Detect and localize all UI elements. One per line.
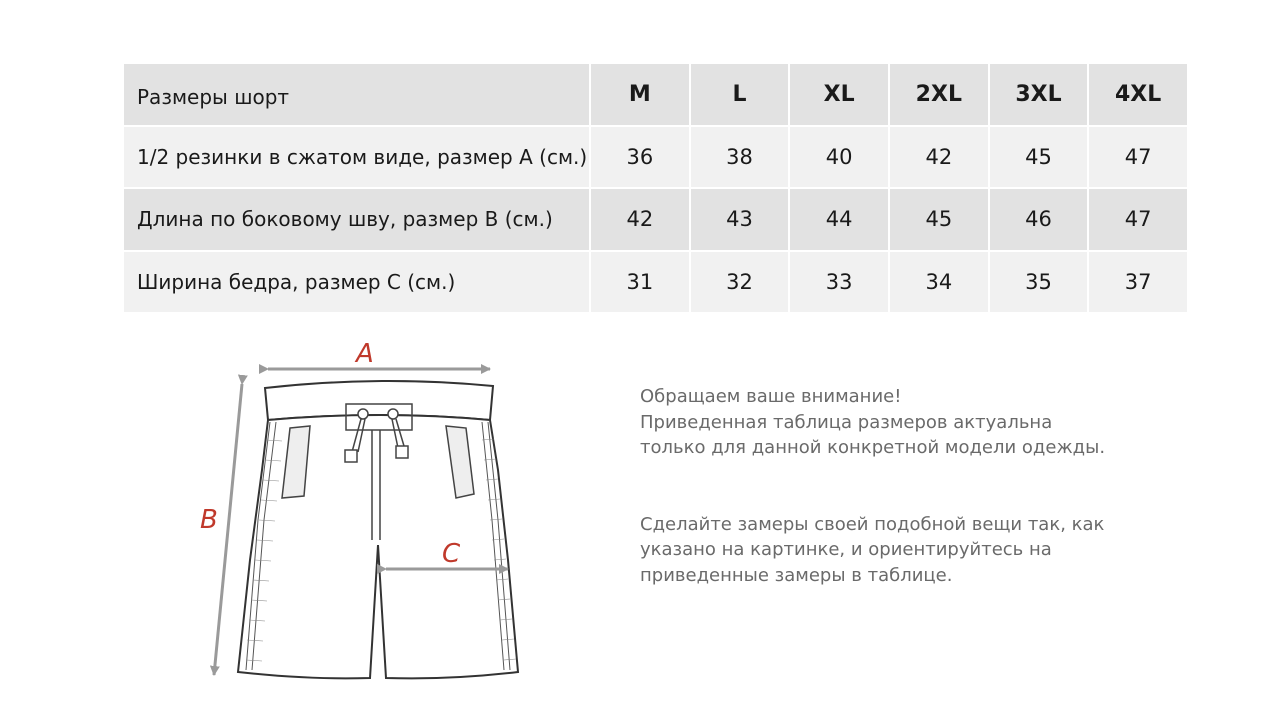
table-cell: 45 bbox=[890, 189, 988, 250]
size-2xl: 2XL bbox=[890, 64, 988, 125]
row-label: Длина по боковому шву, размер В (см.) bbox=[124, 189, 589, 250]
table-cell: 45 bbox=[990, 127, 1088, 188]
table-cell: 35 bbox=[990, 252, 1088, 313]
row-label: Ширина бедра, размер С (см.) bbox=[124, 252, 589, 313]
measure-instruction-note bbox=[640, 512, 1200, 589]
table-cell: 46 bbox=[990, 189, 1088, 250]
table-cell: 44 bbox=[790, 189, 888, 250]
size-m: M bbox=[591, 64, 689, 125]
note-line: указано на картинке, и ориентируйтесь на bbox=[640, 539, 1052, 560]
size-xl: XL bbox=[790, 64, 888, 125]
size-table bbox=[124, 64, 1187, 312]
table-cell: 33 bbox=[790, 252, 888, 313]
table-cell: 34 bbox=[890, 252, 988, 313]
note-line: приведенные замеры в таблице. bbox=[640, 564, 953, 586]
size-3xl: 3XL bbox=[990, 64, 1088, 125]
size-l: L bbox=[691, 64, 789, 125]
table-cell: 40 bbox=[790, 127, 888, 188]
table-cell: 36 bbox=[591, 127, 689, 188]
table-cell: 43 bbox=[691, 189, 789, 250]
size-4xl: 4XL bbox=[1089, 64, 1187, 125]
size-notes bbox=[640, 384, 1200, 588]
label-b: B bbox=[200, 505, 218, 535]
note-line: Обращаем ваше внимание! bbox=[640, 386, 902, 407]
table-cell: 38 bbox=[691, 127, 789, 188]
arrow-b bbox=[214, 384, 242, 675]
attention-note bbox=[640, 384, 1200, 461]
note-line: Сделайте замеры своей подобной вещи так, как bbox=[640, 513, 1105, 535]
header-label: Размеры шорт bbox=[124, 64, 589, 125]
label-c: C bbox=[442, 539, 461, 569]
shorts-outline bbox=[238, 381, 518, 678]
shorts-measurement-diagram bbox=[180, 330, 560, 710]
table-cell: 32 bbox=[691, 252, 789, 313]
row-label: 1/2 резинки в сжатом виде, размер А (см.) bbox=[124, 127, 589, 188]
table-cell: 31 bbox=[591, 252, 689, 313]
note-line: только для данной конкретной модели одежды. bbox=[640, 437, 1106, 458]
table-cell: 42 bbox=[890, 127, 988, 188]
table-cell: 37 bbox=[1089, 252, 1187, 313]
note-line: Приведенная таблица размеров актуальна bbox=[640, 411, 1053, 433]
table-cell: 47 bbox=[1089, 189, 1187, 250]
table-cell: 47 bbox=[1089, 127, 1187, 188]
table-cell: 42 bbox=[591, 189, 689, 250]
label-a: A bbox=[356, 339, 374, 369]
